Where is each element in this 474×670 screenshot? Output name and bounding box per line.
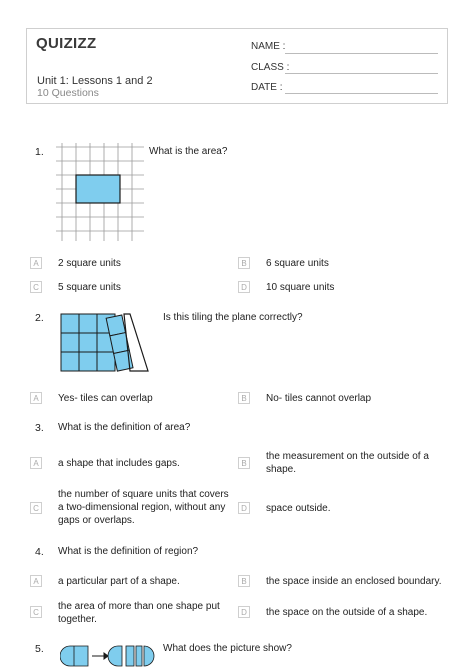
question-number: 1. [35,146,44,158]
question-count: 10 Questions [37,87,99,99]
tiling-figure [58,311,154,375]
option-text[interactable]: 2 square units [58,258,121,269]
class-field[interactable] [285,73,438,74]
option-letter-box[interactable]: A [30,457,42,469]
question-text: What is the definition of area? [58,422,191,433]
question-text: What is the definition of region? [58,546,199,557]
shaded-rectangle [76,175,120,203]
option-text[interactable]: 5 square units [58,282,121,293]
option-letter-box[interactable]: B [238,457,250,469]
area-grid-figure [56,143,144,241]
shape-split-figure [60,644,156,668]
date-field[interactable] [285,93,438,94]
option-letter-box[interactable]: C [30,606,42,618]
question-number: 3. [35,422,44,434]
class-label: CLASS : [251,62,290,73]
name-label: NAME : [251,41,286,52]
option-text[interactable]: 6 square units [266,258,329,269]
option-text[interactable]: No- tiles cannot overlap [266,393,372,404]
name-field[interactable] [285,53,438,54]
option-letter-box[interactable]: A [30,575,42,587]
question-text: What is the area? [149,146,228,157]
option-text[interactable]: the measurement on the outside of a shape. [266,451,429,475]
option-text[interactable]: the space on the outside of a shape. [266,607,428,618]
split-pieces [108,646,154,666]
option-text[interactable]: a particular part of a shape. [58,576,180,587]
rounded-shape [60,646,88,666]
option-text[interactable]: the number of square units that covers a two-dimensional region, without any gaps or overlaps. [58,489,229,526]
option-letter-box[interactable]: B [238,257,250,269]
option-letter-box[interactable]: A [30,257,42,269]
option-letter-box[interactable]: D [238,502,250,514]
option-letter-box[interactable]: B [238,392,250,404]
worksheet-title: Unit 1: Lessons 1 and 2 [37,75,153,87]
option-text[interactable]: Yes- tiles can overlap [58,393,153,404]
option-letter-box[interactable]: A [30,392,42,404]
option-letter-box[interactable]: D [238,606,250,618]
option-text[interactable]: the space inside an enclosed boundary. [266,576,442,587]
option-text[interactable]: a shape that includes gaps. [58,458,180,469]
question-number: 5. [35,643,44,655]
question-text: What does the picture show? [163,643,292,654]
option-letter-box[interactable]: C [30,502,42,514]
option-text[interactable]: the area of more than one shape put together. [58,601,220,625]
question-text: Is this tiling the plane correctly? [163,312,303,323]
date-label: DATE : [251,82,283,93]
option-text[interactable]: 10 square units [266,282,335,293]
quizizz-logo: QUIZIZZ [36,35,97,52]
question-number: 4. [35,546,44,558]
option-text[interactable]: space outside. [266,503,331,514]
option-letter-box[interactable]: D [238,281,250,293]
arrow-icon [92,653,108,659]
question-number: 2. [35,312,44,324]
option-letter-box[interactable]: C [30,281,42,293]
option-letter-box[interactable]: B [238,575,250,587]
